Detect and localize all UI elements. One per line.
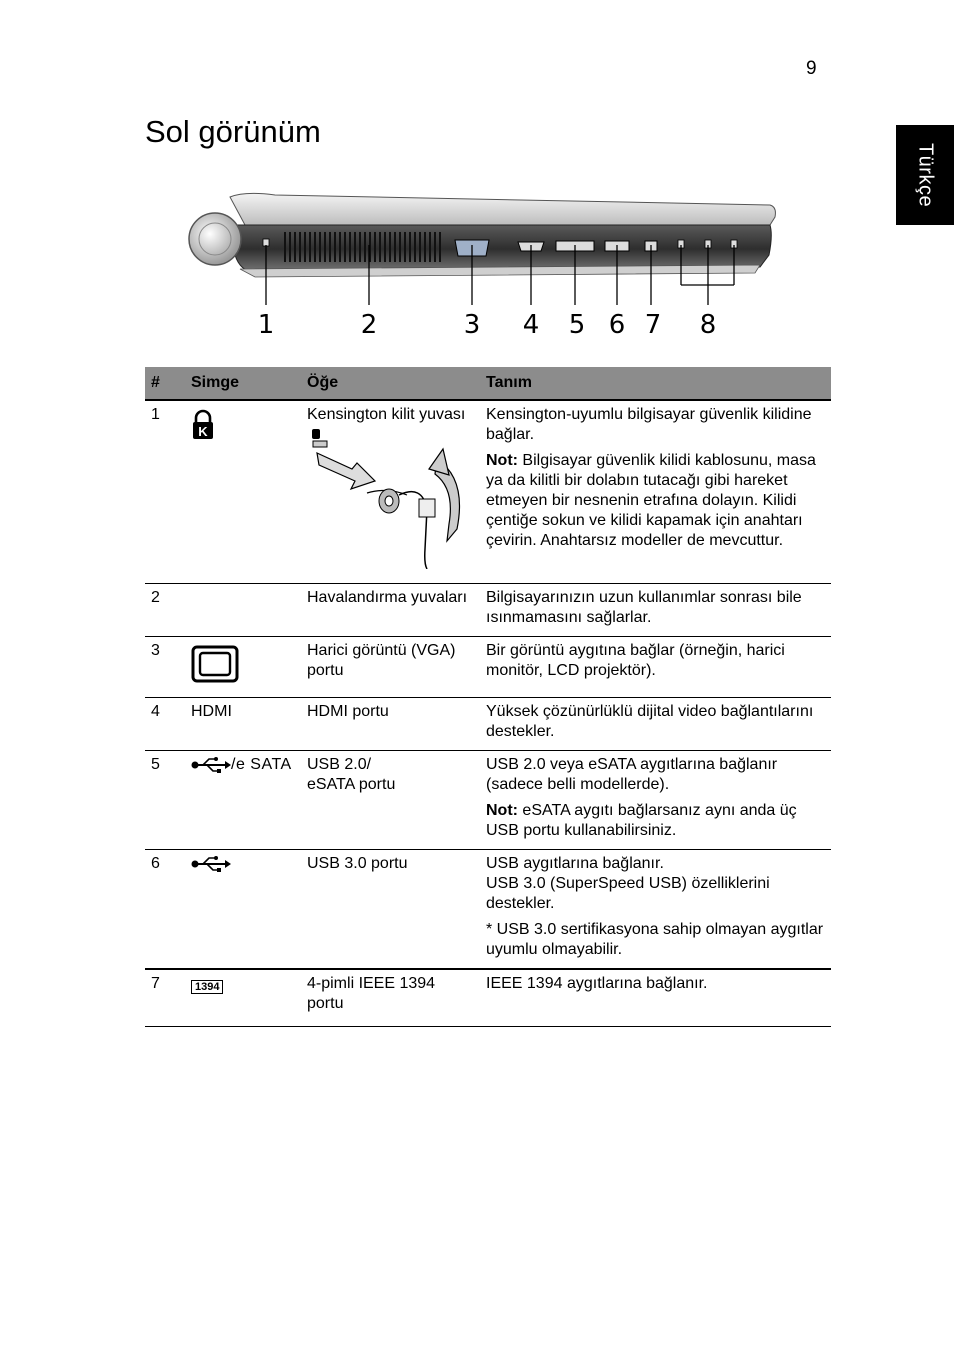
header-number: # (145, 367, 185, 400)
callout-6: 6 (608, 310, 626, 340)
table-row (145, 969, 831, 1027)
table-row (145, 751, 831, 850)
laptop-left-side-figure (185, 185, 785, 350)
row-item: 4-pimli IEEE 1394 portu (301, 969, 480, 1027)
row-description-cell (480, 400, 831, 584)
row-item: HDMI portu (301, 698, 480, 751)
row-note (486, 801, 825, 841)
row-icon-cell (185, 751, 301, 850)
callout-5: 5 (568, 310, 586, 340)
language-tab-label: Türkçe (914, 142, 937, 208)
row-item: USB 3.0 portu (301, 850, 480, 970)
page-number: 9 (806, 58, 817, 79)
note-text: Bilgisayar güvenlik kilidi kablosunu, masa ya da kilitli bir dolabın tutacağı gibi hareket etmeyen bir nesnenin etrafına dolayın. Kilidi çentiğe sokun ve kilidi kapamak için anahtarı çevirin. Anahtarsız modeller de mevcuttur. (486, 452, 816, 549)
row-item-line1: USB 2.0/ (307, 756, 372, 773)
note-label: Not: (486, 802, 518, 819)
note-label: Not: (486, 452, 518, 469)
kensington-lock-illustration (307, 429, 472, 569)
row-item-cell (301, 400, 480, 584)
row-note (486, 451, 825, 551)
row-description: Kensington-uyumlu bilgisayar güvenlik kilidine bağlar. (486, 406, 812, 443)
table-row (145, 584, 831, 637)
usb-icon (191, 855, 231, 873)
row-number: 1 (145, 400, 185, 584)
row-icon-cell (185, 969, 301, 1027)
row-description-line2: USB 3.0 (SuperSpeed USB) özelliklerini destekler. (486, 875, 770, 912)
table-row (145, 637, 831, 698)
row-footnote: * USB 3.0 sertifikasyona sahip olmayan aygıtlar uyumlu olmayabilir. (486, 921, 824, 958)
row-item-cell (301, 751, 480, 850)
row-description-cell (480, 751, 831, 850)
ieee1394-icon: 1394 (191, 980, 223, 994)
header-icon: Simge (185, 367, 301, 400)
row-number: 4 (145, 698, 185, 751)
row-item-line2: eSATA portu (307, 776, 396, 793)
row-number: 2 (145, 584, 185, 637)
ports-table (145, 367, 831, 1027)
header-item: Öğe (301, 367, 480, 400)
page-title: Sol görünüm (145, 114, 321, 149)
kensington-lock-icon (191, 409, 215, 441)
row-item: Havalandırma yuvaları (301, 584, 480, 637)
row-item: Harici görüntü (VGA) portu (301, 637, 480, 698)
row-item: Kensington kilit yuvası (307, 406, 466, 423)
row-description: Bir görüntü aygıtına bağlar (örneğin, harici monitör, LCD projektör). (480, 637, 831, 698)
row-description: Bilgisayarınızın uzun kullanımlar sonrası bile ısınmamasını sağlarlar. (480, 584, 831, 637)
callout-4: 4 (522, 310, 540, 340)
table-header-row (145, 367, 831, 400)
row-number: 3 (145, 637, 185, 698)
row-description: Yüksek çözünürlüklü dijital video bağlantılarını destekler. (480, 698, 831, 751)
row-icon-cell (185, 584, 301, 637)
callout-1: 1 (257, 310, 275, 340)
row-icon-cell (185, 637, 301, 698)
callout-3: 3 (463, 310, 481, 340)
header-description: Tanım (480, 367, 831, 400)
row-number: 7 (145, 969, 185, 1027)
table-row (145, 698, 831, 751)
monitor-icon (191, 645, 239, 683)
table-row (145, 850, 831, 970)
language-tab (896, 125, 954, 225)
row-description: USB 2.0 veya eSATA aygıtlarına bağlanır (sadece belli modellerde). (486, 756, 778, 793)
usb-esata-icon (191, 756, 231, 774)
row-description-line1: USB aygıtlarına bağlanır. (486, 855, 664, 872)
row-description (486, 854, 825, 914)
row-description-cell (480, 850, 831, 970)
row-icon-cell (185, 850, 301, 970)
row-number: 6 (145, 850, 185, 970)
callout-7: 7 (644, 310, 662, 340)
note-text: eSATA aygıtı bağlarsanız aynı anda üç USB portu kullanabilirsiniz. (486, 802, 797, 839)
row-symbol: HDMI (185, 698, 301, 751)
kensington-lock-letter: K (198, 424, 208, 439)
row-icon-cell (185, 400, 301, 584)
esata-label: /e SATA (231, 756, 292, 773)
table-row (145, 400, 831, 584)
callout-2: 2 (360, 310, 378, 340)
row-number: 5 (145, 751, 185, 850)
row-description: IEEE 1394 aygıtlarına bağlanır. (480, 969, 831, 1027)
callout-8: 8 (699, 310, 717, 340)
